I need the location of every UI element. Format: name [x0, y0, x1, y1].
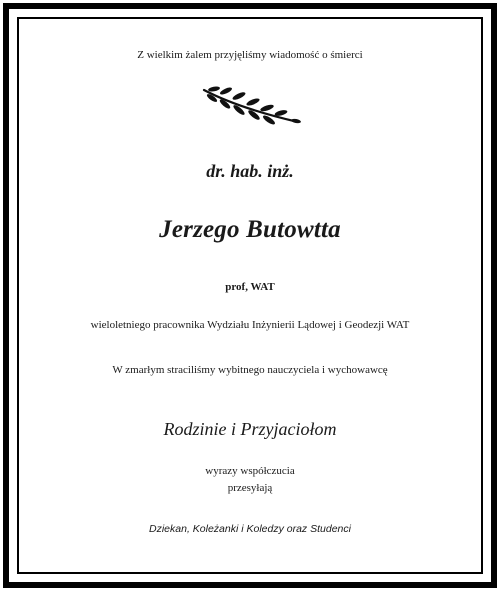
professor-rank: prof, WAT [225, 281, 275, 293]
family-dedication: Rodzinie i Przyjaciołom [163, 419, 337, 439]
laurel-branch-icon [198, 82, 302, 128]
obituary-notice [19, 19, 481, 572]
position-text: wieloletniego pracownika Wydziału Inżynierii Lądowej i Geodezji WAT [90, 319, 410, 331]
condolences-line-2: przesyłają [227, 482, 273, 494]
academic-title: dr. hab. inż. [206, 161, 294, 181]
intro-text: Z wielkim żalem przyjęliśmy wiadomość o śmierci [137, 49, 363, 61]
signature: Dziekan, Koleżanki i Koledzy oraz Studenci [149, 523, 351, 535]
loss-text: W zmarłym straciliśmy wybitnego nauczyciela i wychowawcę [112, 364, 388, 376]
condolences-line-1: wyrazy współczucia [205, 465, 295, 477]
deceased-name: Jerzego Butowtta [159, 216, 341, 243]
